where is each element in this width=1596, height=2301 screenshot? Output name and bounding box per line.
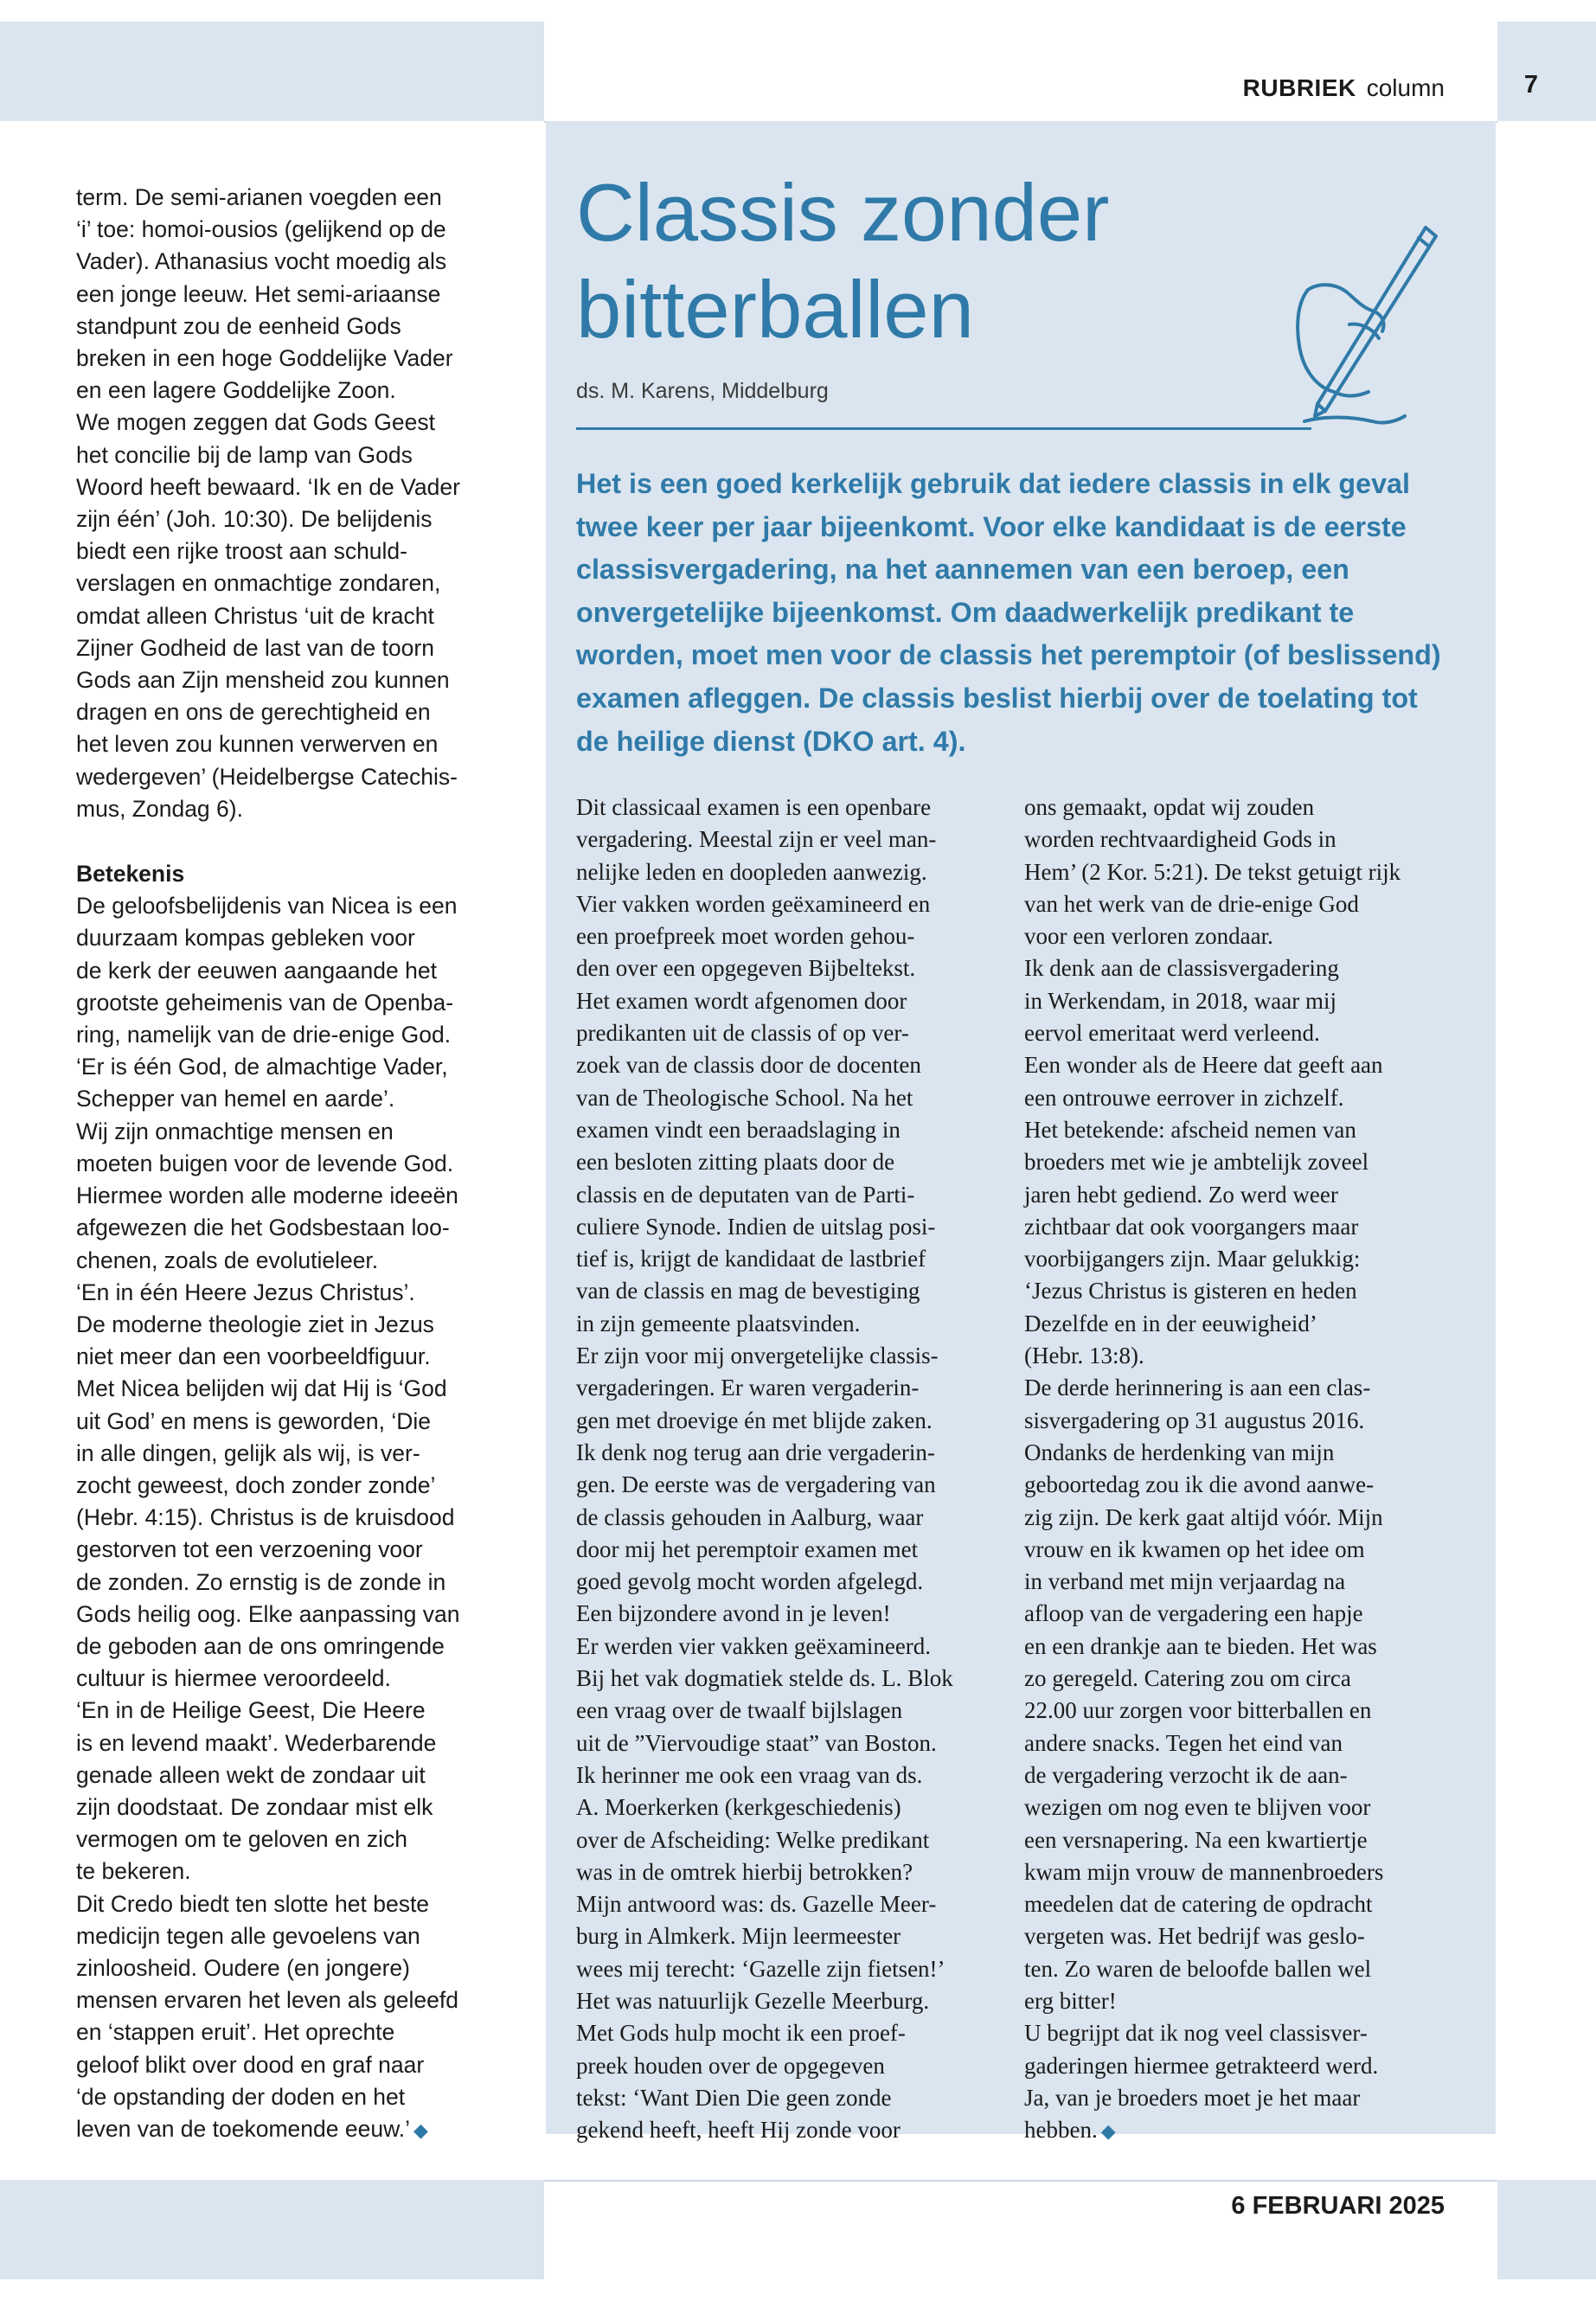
section-label-sub: column <box>1366 74 1445 101</box>
article-column-2-text: ons gemaakt, opdat wij zouden worden rechtvaardigheid Gods in Hem’ (2 Kor. 5:21). De tekst getuigt rijk van het werk van de drie-enige God voor een verloren zondaar. Ik denk aan de classisvergadering in Werkendam, in 2018, waar mij eervol emeritaat werd verleend. Een wonder als de Heere dat geeft aan een ontrouwe eerrover in zichzelf. Het betekende: afscheid nemen van broeders met wie je ambtelijk zoveel jaren hebt gediend. Zo werd weer zichtbaar dat ook voorgangers maar voorbijgangers zijn. Maar gelukkig: ‘Jezus Christus is gisteren en heden Dezelfde en in der eeuwigheid’ (Hebr. 13:8). De derde herinnering is aan een clas- sisvergadering op 31 augustus 2016. Ondanks de herdenking van mijn geboortedag zou ik die avond aanwe- zig zijn. De kerk gaat altijd vóór. Mijn vrouw en ik kwamen op het idee om in verband met mijn verjaardag na afloop van de vergadering een hapje en een drankje aan te bieden. Het was zo geregeld. Catering zou om circa 22.00 uur zorgen voor bitterballen en andere snacks. Tegen het eind van de vergadering verzocht ik de aan- wezigen om nog even te blijven voor een versnapering. Na een kwartiertje kwam mijn vrouw de mannenbroeders meedelen dat de catering de opdracht vergeten was. Het bedrijf was geslo- ten. Zo waren de beloofde ballen wel erg bitter! U begrijpt dat ik nog veel classisver- gaderingen hiermee getrakteerd werd. Ja, van je broeders moet je het maar hebben. <box>1024 794 1401 2144</box>
article-body-column-1 <box>576 792 1009 2146</box>
article-end-mark-icon: ◆ <box>1100 2120 1116 2143</box>
title-underline <box>576 427 1311 430</box>
section-label-strong: RUBRIEK <box>1242 74 1356 101</box>
left-column <box>76 182 516 2146</box>
article-column-1-text: Dit classicaal examen is een openbare vergadering. Meestal zijn er veel man- nelijke leden en doopleden aanwezig. Vier vakken worden geëxamineerd en een proefpreek moet worden gehou- den over een opgegeven Bijbeltekst. Het examen wordt afgenomen door predikanten uit de classis of op ver- zoek van de classis door de docenten van de Theologische School. Na het examen vindt een beraadslaging in een besloten zitting plaats door de classis en de deputaten van de Parti- culiere Synode. Indien de uitslag posi- tief is, krijgt de kandidaat de lastbrief van de classis en mag de bevestiging in zijn gemeente plaatsvinden. Er zijn voor mij onvergetelijke classis- vergaderingen. Er waren vergaderin- gen met droevige én met blijde zaken. Ik denk nog terug aan drie vergaderin- gen. De eerste was de vergadering van de classis gehouden in Aalburg, waar door mij het peremptoir examen met goed gevolg mocht worden afgelegd. Een bijzondere avond in je leven! Er werden vier vakken geëxamineerd. Bij het vak dogmatiek stelde ds. L. Blok een vraag over de twaalf bijlslagen uit de ”Viervoudige staat” van Boston. Ik herinner me ook een vraag van ds. A. Moerkerken (kerkgeschiedenis) over de Afscheiding: Welke predikant was in de omtrek hierbij betrokken? Mijn antwoord was: ds. Gazelle Meer- burg in Almkerk. Mijn leermeester wees mij terecht: ‘Gazelle zijn fietsen!’ Het was natuurlijk Gezelle Meerburg. Met Gods hulp mocht ik een proef- preek houden over de opgegeven tekst: ‘Want Dien Die geen zonde gekend heeft, heeft Hij zonde voor <box>576 794 953 2144</box>
bottom-band-left <box>0 2180 544 2279</box>
article-author: ds. M. Karens, Middelburg <box>576 379 829 403</box>
left-paragraph-2 <box>76 890 516 2146</box>
bottom-divider <box>544 2180 1497 2182</box>
section-label <box>1243 74 1445 102</box>
page-number: 7 <box>1523 71 1539 99</box>
end-mark-icon: ◆ <box>413 2118 428 2141</box>
top-band-left <box>0 22 544 121</box>
left-subheading: Betekenis <box>76 861 185 888</box>
article-column-2 <box>1024 792 1457 2147</box>
issue-date: 6 FEBRUARI 2025 <box>1231 2192 1445 2220</box>
left-paragraph-2-text: De geloofsbelijdenis van Nicea is een duurzaam kompas gebleken voor de kerk der eeuwen aangaande het grootste geheimenis van de Openba- ring, namelijk van de drie-enige God. ‘Er is één God, de almachtige Vader, Schepper van hemel en aarde’. Wij zijn onmachtige mensen en moeten buigen voor de levende God. Hiermee worden alle moderne ideeën afgewezen die het Godsbestaan loo- chenen, zoals de evolutieleer. ‘En in één Heere Jezus Christus’. De moderne theologie ziet in Jezus niet meer dan een voorbeeldfiguur. Met Nicea belijden wij dat Hij is ‘God uit God’ en mens is geworden, ‘Die in alle dingen, gelijk als wij, is ver- zocht geweest, doch zonder zonde’ (Hebr. 4:15). Christus is de kruisdood gestorven tot een verzoening voor de zonden. Zo ernstig is de zonde in Gods heilig oog. Elke aanpassing van de geboden aan de ons omringende cultuur is hiermee veroordeeld. ‘En in de Heilige Geest, Die Heere is en levend maakt’. Wederbarende genade alleen wekt de zondaar uit zijn doodstaat. De zondaar mist elk vermogen om te geloven en zich te bekeren. Dit Credo biedt ten slotte het beste medicijn tegen alle gevoelens van zinloosheid. Oudere (en jongere) mensen ervaren het leven als geleefd en ‘stappen eruit’. Het oprechte geloof blikt over dood en graf naar ‘de opstanding der doden en het leven van de toekomende eeuw.’ <box>76 893 460 2142</box>
bottom-band-right <box>1497 2180 1596 2279</box>
article-title: Classis zonder bitterballen <box>576 167 1110 355</box>
left-paragraph-1: term. De semi-arianen voegden een ‘i’ toe: homoi-ousios (gelijkend op de Vader). Athanasius vocht moedig als een jonge leeuw. Het semi-ariaanse standpunt zou de eenheid Gods breken in een hoge Goddelijke Vader en een lagere Goddelijke Zoon. We mogen zeggen dat Gods Geest het concilie bij de lamp van Gods Woord heeft bewaard. ‘Ik en de Vader zijn één’ (Joh. 10:30). De belijdenis biedt een rijke troost aan schuld- verslagen en onmachtige zondaren, omdat alleen Christus ‘uit de kracht Zijner Godheid de last van de toorn Gods aan Zijn mensheid zou kunnen dragen en ons de gerechtigheid en het leven zou kunnen verwerven en wedergeven’ (Heidelbergse Catechis- mus, Zondag 6). <box>76 184 460 822</box>
article-intro: Het is een goed kerkelijk gebruik dat iedere classis in elk geval twee keer per jaar bijeenkomt. Voor elke kandidaat is de eerste classisvergadering, na het aannemen van een beroep, een onvergetelijke bijeenkomst. Om daadwerkelijk predikant te worden, moet men voor de classis het peremptoir (of beslissend) examen afleggen. De classis beslist hierbij over de toelating tot de heilige dienst (DKO art. 4). <box>576 468 1441 757</box>
hand-writing-pen-icon <box>1289 221 1445 437</box>
article-body-column-2 <box>1024 792 1457 2147</box>
